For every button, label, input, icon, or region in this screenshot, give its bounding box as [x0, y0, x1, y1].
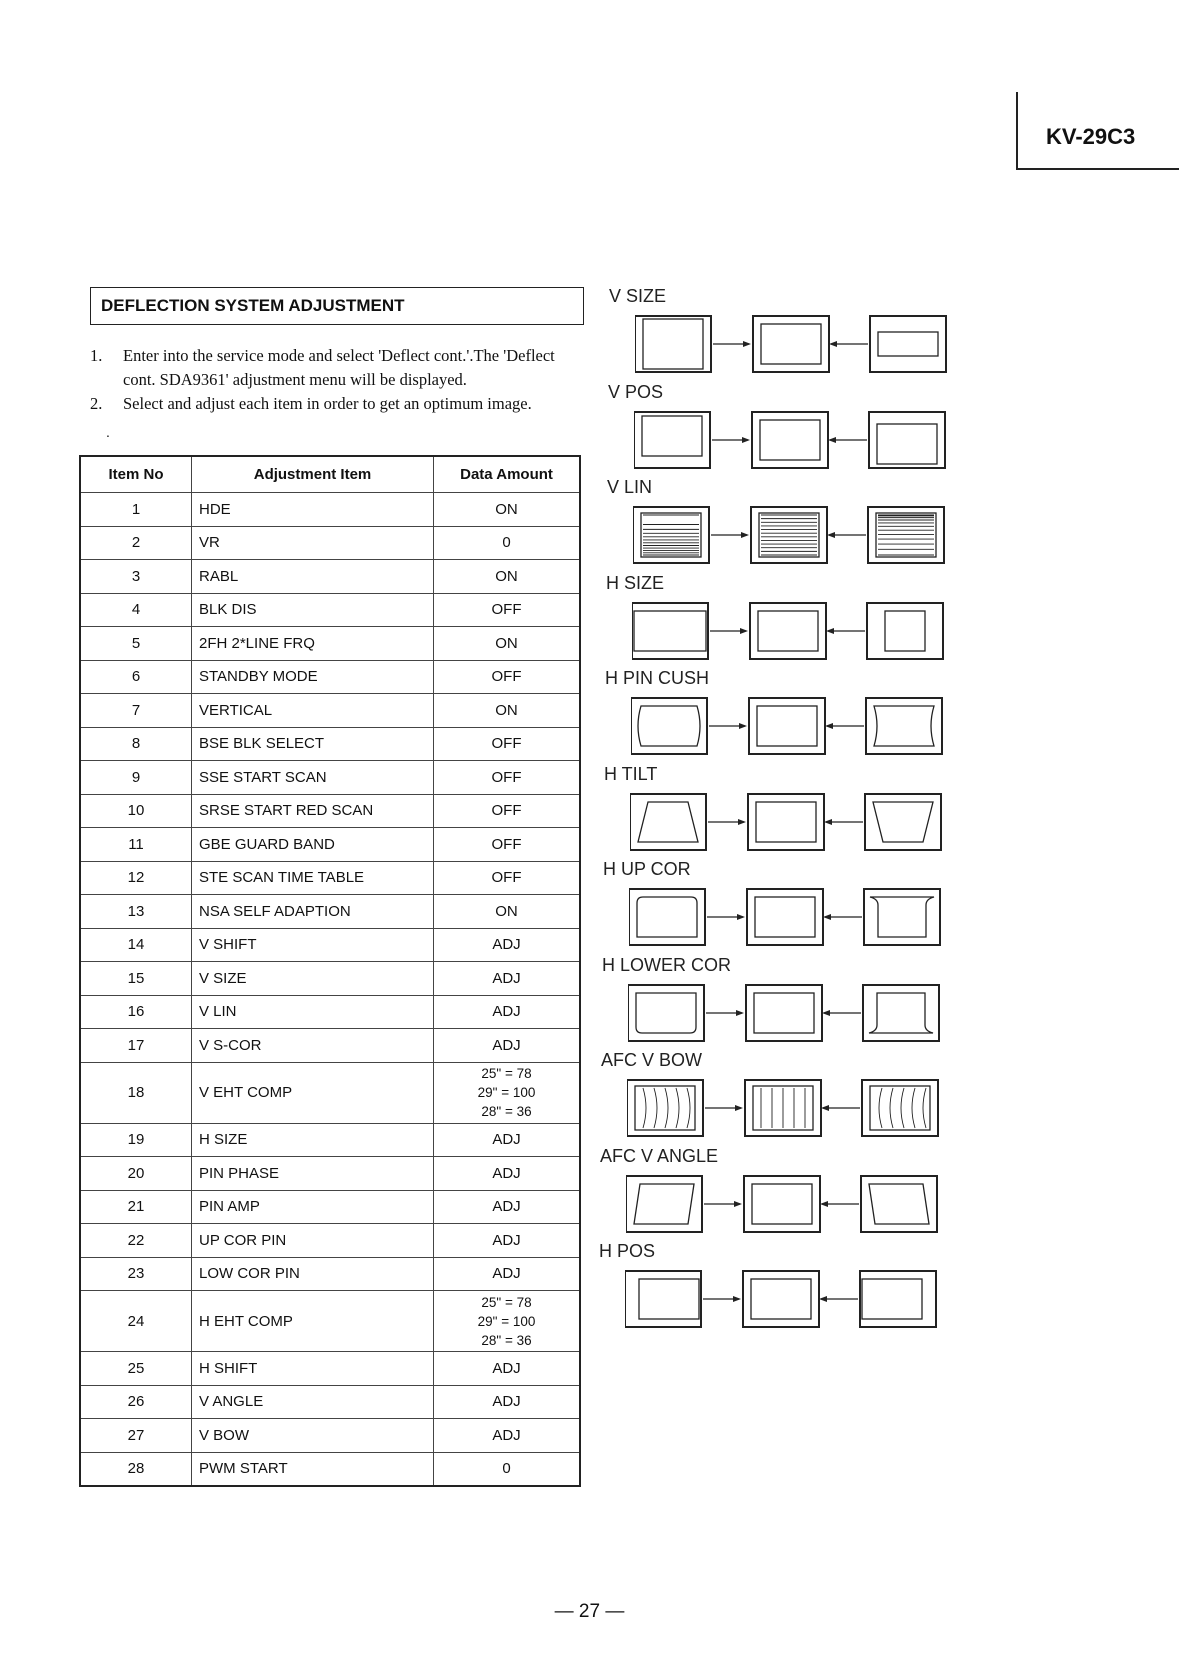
cell-data-amount: OFF — [434, 861, 581, 895]
cell-adjustment-item: RABL — [192, 560, 434, 594]
cell-data-amount: ADJ — [434, 1157, 581, 1191]
cell-item-no: 13 — [80, 895, 192, 929]
instruction-step: 2. Select and adjust each item in order to get an optimum image. — [90, 394, 532, 413]
table-row — [80, 593, 580, 627]
screen-correct — [745, 1080, 821, 1136]
cell-item-no: 24 — [80, 1291, 192, 1352]
cell-data-amount: ON — [434, 627, 581, 661]
cell-data-amount: ADJ — [434, 1224, 581, 1258]
diagram-hpos — [625, 1269, 945, 1331]
cell-adjustment-item: SSE START SCAN — [192, 761, 434, 795]
data-amount-line: 25" = 78 — [481, 1066, 532, 1081]
cell-item-no: 9 — [80, 761, 192, 795]
diagram-row — [626, 1174, 946, 1241]
diagram-vpos — [634, 410, 954, 472]
cell-adjustment-item: PIN PHASE — [192, 1157, 434, 1191]
instruction-text: Select and adjust each item in order to get an optimum image. — [123, 394, 532, 413]
data-amount-line: 28" = 36 — [481, 1332, 532, 1348]
cell-item-no: 20 — [80, 1157, 192, 1191]
cell-adjustment-item: HDE — [192, 493, 434, 527]
diagram-row — [634, 410, 954, 477]
cell-adjustment-item: VERTICAL — [192, 694, 434, 728]
arrow-left-icon — [829, 341, 868, 347]
screen-misadjusted — [867, 603, 943, 659]
screen-misadjusted — [866, 698, 942, 754]
cell-adjustment-item: STANDBY MODE — [192, 660, 434, 694]
cell-data-amount: OFF — [434, 794, 581, 828]
screen-misadjusted — [630, 794, 706, 850]
diagram-hsize — [632, 601, 952, 663]
diagram-row — [631, 696, 951, 763]
cell-data-amount: ON — [434, 895, 581, 929]
screen-correct — [748, 794, 824, 850]
cell-data-amount: OFF — [434, 727, 581, 761]
diagram-label: H PIN CUSH — [605, 668, 710, 688]
arrow-left-icon — [827, 532, 866, 538]
diagram-afcvangle — [626, 1174, 946, 1236]
diagram-vlin — [633, 505, 953, 567]
arrow-right-icon — [709, 723, 747, 729]
screen-correct — [747, 889, 823, 945]
table-row — [80, 1257, 580, 1291]
data-amount-line: 25" = 78 — [481, 1294, 532, 1310]
screen-misadjusted — [860, 1271, 936, 1327]
screen-misadjusted — [863, 985, 939, 1041]
cell-adjustment-item: V ANGLE — [192, 1385, 434, 1419]
cell-data-amount: ADJ — [434, 1352, 581, 1386]
cell-adjustment-item: GBE GUARD BAND — [192, 828, 434, 862]
cell-data-amount: OFF — [434, 660, 581, 694]
cell-item-no: 6 — [80, 660, 192, 694]
screen-misadjusted — [633, 507, 709, 563]
table-row — [80, 1062, 580, 1123]
cell-adjustment-item: BLK DIS — [192, 593, 434, 627]
screen-misadjusted — [870, 316, 946, 372]
table-row — [80, 493, 580, 527]
diagram-afcvbow — [627, 1078, 947, 1140]
cell-data-amount: 0 — [434, 1452, 581, 1486]
cell-data-amount: OFF — [434, 761, 581, 795]
cell-item-no: 12 — [80, 861, 192, 895]
screen-correct — [750, 603, 826, 659]
arrow-left-icon — [820, 1201, 859, 1207]
cell-item-no: 10 — [80, 794, 192, 828]
arrow-right-icon — [713, 341, 751, 347]
arrow-right-icon — [708, 819, 746, 825]
arrow-left-icon — [823, 914, 862, 920]
screen-misadjusted — [635, 316, 711, 372]
arrow-left-icon — [828, 437, 867, 443]
instruction-text: Enter into the service mode and select 'Deflect cont.'.The 'Deflect cont. SDA9361' adjustment menu will be displayed. — [123, 346, 555, 389]
cell-item-no: 25 — [80, 1352, 192, 1386]
diagram-label: AFC V BOW — [601, 1050, 703, 1070]
cell-data-amount: ADJ — [434, 1029, 581, 1063]
arrow-right-icon — [704, 1201, 742, 1207]
cell-adjustment-item: V S-COR — [192, 1029, 434, 1063]
cell-item-no: 4 — [80, 593, 192, 627]
cell-data-amount: ADJ — [434, 1123, 581, 1157]
data-amount-line: 29" = 100 — [477, 1313, 536, 1329]
table-row — [80, 895, 580, 929]
cell-adjustment-item: 2FH 2*LINE FRQ — [192, 627, 434, 661]
cell-item-no: 23 — [80, 1257, 192, 1291]
diagram-label: AFC V ANGLE — [600, 1145, 719, 1166]
diagram-label: V SIZE — [609, 286, 667, 306]
cell-item-no: 27 — [80, 1419, 192, 1453]
table-row — [80, 694, 580, 728]
cell-adjustment-item: V SIZE — [192, 962, 434, 996]
cell-item-no: 8 — [80, 727, 192, 761]
section-title: DEFLECTION SYSTEM ADJUSTMENT — [90, 287, 584, 325]
diagram-label: H UP COR — [603, 859, 691, 879]
screen-misadjusted — [629, 889, 705, 945]
cell-item-no: 5 — [80, 627, 192, 661]
table-row — [80, 1029, 580, 1063]
cell-item-no: 7 — [80, 694, 192, 728]
diagram-row — [627, 1078, 947, 1145]
screen-correct — [751, 507, 827, 563]
cell-adjustment-item: V BOW — [192, 1419, 434, 1453]
screen-correct — [744, 1176, 820, 1232]
cell-item-no: 22 — [80, 1224, 192, 1258]
diagram-row — [628, 983, 948, 1050]
table-row — [80, 962, 580, 996]
cell-adjustment-item: SRSE START RED SCAN — [192, 794, 434, 828]
screen-misadjusted — [869, 412, 945, 468]
diagram-hupcor — [629, 887, 949, 949]
header-item-no: Item No — [80, 456, 192, 493]
screen-misadjusted — [862, 1080, 938, 1136]
arrow-right-icon — [703, 1296, 741, 1302]
instructions — [88, 344, 588, 416]
cell-item-no: 18 — [80, 1062, 192, 1123]
table-header-row — [80, 456, 580, 493]
header-data-amount: Data Amount — [434, 456, 581, 493]
data-amount-line: 29" = 100 — [477, 1085, 536, 1100]
cell-adjustment-item: H SHIFT — [192, 1352, 434, 1386]
cell-data-amount: OFF — [434, 593, 581, 627]
cell-data-amount: ADJ — [434, 928, 581, 962]
screen-misadjusted — [627, 1080, 703, 1136]
diagram-row — [630, 792, 950, 859]
screen-misadjusted — [628, 985, 704, 1041]
cell-item-no: 14 — [80, 928, 192, 962]
diagram-row — [629, 887, 949, 954]
screen-misadjusted — [861, 1176, 937, 1232]
cell-item-no: 2 — [80, 526, 192, 560]
table-row — [80, 1352, 580, 1386]
screen-misadjusted — [625, 1271, 701, 1327]
table-row — [80, 794, 580, 828]
table-row — [80, 995, 580, 1029]
arrow-left-icon — [824, 819, 863, 825]
diagram-hpin — [631, 696, 951, 758]
screen-correct — [746, 985, 822, 1041]
cell-data-amount: ADJ — [434, 1385, 581, 1419]
cell-item-no: 15 — [80, 962, 192, 996]
model-number: KV-29C3 — [1046, 124, 1136, 149]
table-row — [80, 828, 580, 862]
table-row — [80, 526, 580, 560]
cell-data-amount: ADJ — [434, 962, 581, 996]
cell-adjustment-item: STE SCAN TIME TABLE — [192, 861, 434, 895]
table-row — [80, 1190, 580, 1224]
cell-item-no: 28 — [80, 1452, 192, 1486]
screen-correct — [753, 316, 829, 372]
model-box — [1016, 92, 1179, 170]
table-row — [80, 727, 580, 761]
data-amount-line: 28" = 36 — [481, 1104, 532, 1119]
screen-correct — [743, 1271, 819, 1327]
table-row — [80, 660, 580, 694]
arrow-right-icon — [711, 532, 749, 538]
diagram-hlowcor — [628, 983, 948, 1045]
cell-adjustment-item: PWM START — [192, 1452, 434, 1486]
cell-adjustment-item: NSA SELF ADAPTION — [192, 895, 434, 929]
cell-adjustment-item: UP COR PIN — [192, 1224, 434, 1258]
table-row — [80, 761, 580, 795]
screen-misadjusted — [634, 412, 710, 468]
cell-data-amount: ADJ — [434, 1419, 581, 1453]
table-row — [80, 1419, 580, 1453]
cell-adjustment-item: V EHT COMP — [192, 1062, 434, 1123]
cell-item-no: 21 — [80, 1190, 192, 1224]
arrow-right-icon — [707, 914, 745, 920]
adjustment-table — [79, 455, 581, 1487]
screen-misadjusted — [632, 603, 708, 659]
diagram-label: H LOWER COR — [602, 954, 732, 975]
diagram-row — [635, 314, 955, 381]
cell-data-amount: ON — [434, 493, 581, 527]
cell-data-amount: ADJ — [434, 995, 581, 1029]
screen-misadjusted — [626, 1176, 702, 1232]
diagram-label: V POS — [608, 381, 664, 402]
diagram-label: H SIZE — [606, 572, 665, 593]
table-row — [80, 627, 580, 661]
instruction-step: 1. Enter into the service mode and select 'Deflect cont.'.The 'Deflect cont. SDA9361' adjustment menu will be displayed. — [90, 346, 555, 389]
table-row — [80, 861, 580, 895]
arrow-right-icon — [710, 628, 748, 634]
cell-data-amount: OFF — [434, 828, 581, 862]
page-number: — 27 — — [554, 1601, 625, 1622]
screen-misadjusted — [865, 794, 941, 850]
cell-item-no: 17 — [80, 1029, 192, 1063]
table-row — [80, 1385, 580, 1419]
screen-misadjusted — [864, 889, 940, 945]
cell-adjustment-item: H SIZE — [192, 1123, 434, 1157]
diagram-label: H TILT — [604, 763, 658, 784]
arrow-right-icon — [705, 1105, 743, 1111]
cell-item-no: 1 — [80, 493, 192, 527]
cell-adjustment-item: V SHIFT — [192, 928, 434, 962]
cell-data-amount: ADJ — [434, 1257, 581, 1291]
cell-item-no: 19 — [80, 1123, 192, 1157]
diagram-row — [625, 1269, 945, 1336]
diagram-row — [632, 601, 952, 668]
cell-adjustment-item: H EHT COMP — [192, 1291, 434, 1352]
cell-data-amount: ON — [434, 560, 581, 594]
diagram-htilt — [630, 792, 950, 854]
cell-item-no: 11 — [80, 828, 192, 862]
cell-data-amount: ADJ — [434, 1190, 581, 1224]
arrow-left-icon — [822, 1010, 861, 1016]
table-row — [80, 1157, 580, 1191]
screen-correct — [749, 698, 825, 754]
table-row — [80, 1224, 580, 1258]
cell-adjustment-item: VR — [192, 526, 434, 560]
stray-dot: . — [106, 424, 110, 440]
cell-data-amount — [434, 1291, 581, 1352]
cell-data-amount: 0 — [434, 526, 581, 560]
cell-adjustment-item: PIN AMP — [192, 1190, 434, 1224]
arrow-left-icon — [826, 628, 865, 634]
cell-adjustment-item: V LIN — [192, 995, 434, 1029]
header-adjustment-item: Adjustment Item — [192, 456, 434, 493]
screen-misadjusted — [868, 507, 944, 563]
diagram-label: H POS — [599, 1241, 656, 1261]
arrow-right-icon — [712, 437, 750, 443]
diagram-label: V LIN — [607, 477, 653, 497]
diagram-vsize — [635, 314, 955, 376]
screen-correct — [752, 412, 828, 468]
arrow-left-icon — [819, 1296, 858, 1302]
table-row — [80, 928, 580, 962]
cell-item-no: 26 — [80, 1385, 192, 1419]
arrow-right-icon — [706, 1010, 744, 1016]
cell-adjustment-item: BSE BLK SELECT — [192, 727, 434, 761]
arrow-left-icon — [821, 1105, 860, 1111]
screen-misadjusted — [631, 698, 707, 754]
table-row — [80, 1291, 580, 1352]
cell-data-amount — [434, 1062, 581, 1123]
cell-adjustment-item: LOW COR PIN — [192, 1257, 434, 1291]
diagram-row — [633, 505, 953, 572]
arrow-left-icon — [825, 723, 864, 729]
cell-item-no: 16 — [80, 995, 192, 1029]
table-row — [80, 560, 580, 594]
cell-item-no: 3 — [80, 560, 192, 594]
table-row — [80, 1452, 580, 1486]
cell-data-amount: ON — [434, 694, 581, 728]
table-row — [80, 1123, 580, 1157]
